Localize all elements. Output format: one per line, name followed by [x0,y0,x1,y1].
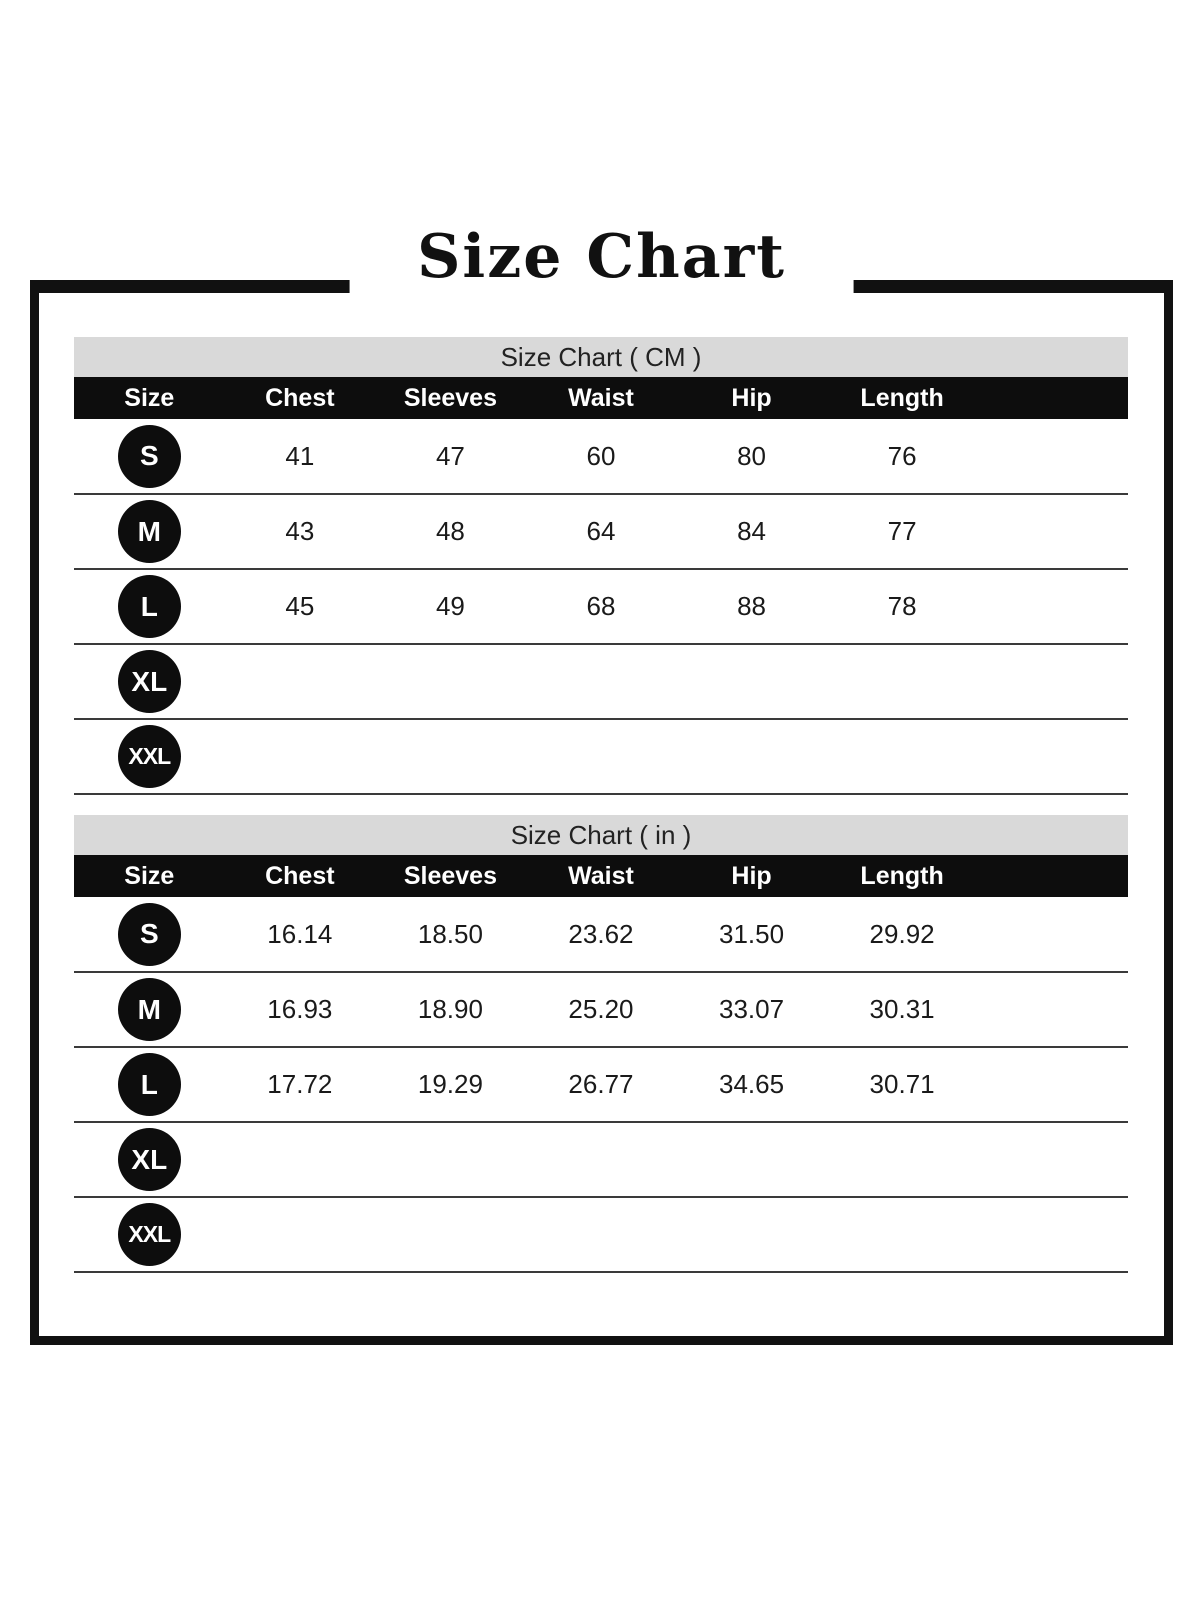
col-header-length: Length [827,377,978,419]
measurement-value [375,1122,526,1197]
size-row-l [74,1047,1128,1122]
measurement-value: 25.20 [568,994,634,1024]
size-cell [74,494,225,569]
size-badge-l: L [118,1053,181,1116]
measurement-value: 64 [586,516,616,546]
col-header-hip: Hip [676,855,827,897]
measurement-value: 84 [737,516,766,546]
col-header-empty [977,377,1128,419]
size-row-s [74,897,1128,972]
size-badge-xl: XL [118,650,181,713]
measurement-value [225,1122,376,1197]
measurement-value [526,644,677,719]
measurement-value: 16.93 [267,994,333,1024]
column-header-row [74,377,1128,419]
col-header-waist: Waist [526,855,677,897]
measurement-value: 30.71 [869,1069,935,1099]
size-cell [74,719,225,794]
measurement-value: 47 [435,440,465,471]
col-header-hip: Hip [676,377,827,419]
measurement-value [375,719,526,794]
size-row-s [74,419,1128,494]
empty-cell [977,1047,1128,1122]
size-table-cm [74,337,1128,795]
size-row-m [74,972,1128,1047]
measurement-value [526,1197,677,1272]
measurement-value [225,719,376,794]
measurement-value: 77 [887,516,917,546]
size-row-l [74,569,1128,644]
measurement-value [676,644,827,719]
col-header-length: Length [827,855,978,897]
empty-cell [977,972,1128,1047]
measurement-value: 23.62 [568,918,634,949]
col-header-chest: Chest [225,377,376,419]
size-cell [74,1047,225,1122]
measurement-value [676,1122,827,1197]
table-caption: Size Chart ( CM ) [74,337,1128,377]
measurement-value: 80 [737,440,766,471]
size-row-xxl [74,719,1128,794]
measurement-value: 41 [285,440,315,471]
empty-cell [977,419,1128,494]
measurement-value: 78 [887,591,917,621]
size-row-xl [74,644,1128,719]
measurement-value: 19.29 [417,1069,483,1099]
measurement-value: 76 [887,440,917,471]
col-header-empty [977,855,1128,897]
measurement-value: 18.50 [417,918,483,949]
measurement-value [676,1197,827,1272]
measurement-value: 30.31 [869,994,935,1024]
measurement-value: 33.07 [718,994,785,1024]
size-cell [74,1197,225,1272]
measurement-value: 29.92 [869,918,935,949]
column-header-row [74,855,1128,897]
measurement-value [827,1122,978,1197]
size-cell [74,1122,225,1197]
size-badge-s: S [118,425,181,488]
measurement-value [827,644,978,719]
measurement-value: 45 [285,591,315,621]
measurement-value: 34.65 [718,1069,785,1099]
size-cell [74,897,225,972]
size-cell [74,569,225,644]
size-badge-m: M [118,978,181,1041]
empty-cell [977,644,1128,719]
empty-cell [977,494,1128,569]
measurement-value: 43 [285,516,315,546]
size-badge-m: M [118,500,181,563]
measurement-value: 16.14 [267,918,333,949]
col-header-size: Size [74,377,225,419]
measurement-value: 31.50 [718,918,785,949]
empty-cell [977,719,1128,794]
measurement-value: 68 [586,591,616,621]
col-header-sleeves: Sleeves [375,377,526,419]
size-badge-l: L [118,575,181,638]
measurement-value: 88 [737,591,766,621]
empty-cell [977,569,1128,644]
measurement-value: 26.77 [568,1069,634,1099]
size-cell [74,419,225,494]
measurement-value [526,719,677,794]
page-title: Size Chart [349,220,854,294]
measurement-value: 49 [435,591,465,621]
empty-cell [977,897,1128,972]
measurement-value [225,644,376,719]
size-badge-xxl: XXL [118,725,181,788]
size-row-xxl [74,1197,1128,1272]
size-table-in [74,815,1128,1273]
measurement-value [676,719,827,794]
measurement-value [827,719,978,794]
col-header-chest: Chest [225,855,376,897]
table-caption: Size Chart ( in ) [74,815,1128,855]
size-badge-xl: XL [118,1128,181,1191]
measurement-value [375,1197,526,1272]
measurement-value [375,644,526,719]
measurement-value: 60 [586,440,616,471]
measurement-value [526,1122,677,1197]
size-cell [74,972,225,1047]
size-row-xl [74,1122,1128,1197]
empty-cell [977,1122,1128,1197]
measurement-value [827,1197,978,1272]
size-cell [74,644,225,719]
measurement-value [225,1197,376,1272]
col-header-sleeves: Sleeves [375,855,526,897]
measurement-value: 17.72 [267,1069,333,1099]
size-row-m [74,494,1128,569]
size-badge-s: S [118,903,181,966]
col-header-waist: Waist [526,377,677,419]
col-header-size: Size [74,855,225,897]
measurement-value: 18.90 [417,994,483,1024]
measurement-value: 48 [435,516,465,546]
chart-frame [30,222,1173,1345]
empty-cell [977,1197,1128,1272]
size-badge-xxl: XXL [118,1203,181,1266]
